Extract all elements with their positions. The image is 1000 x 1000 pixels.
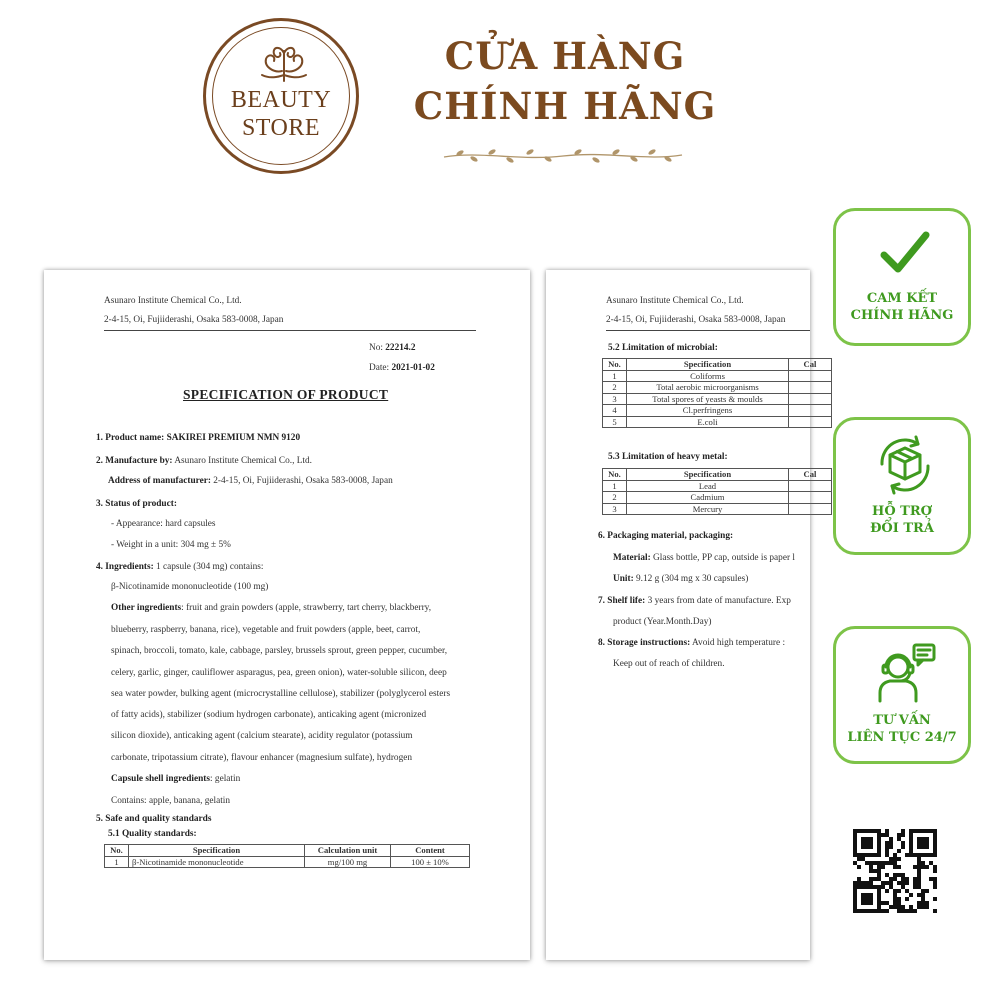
support-agent-icon [872, 641, 938, 705]
table-cell: mg/100 mg [305, 856, 391, 868]
product-name-line: 1. Product name: SAKIREI PREMIUM NMN 9120 [96, 433, 301, 443]
authentic-commitment-badge [833, 208, 971, 346]
badge-line-2: CHÍNH HÃNG [850, 308, 954, 323]
table-header-cell: No. [603, 469, 627, 481]
status-heading: 3. Status of product: [96, 499, 177, 509]
company-name: Asunaro Institute Chemical Co., Ltd. [606, 296, 744, 306]
table-header-row [603, 469, 832, 481]
table-cell: 4 [603, 405, 627, 417]
badge-line-2: ĐỔI TRẢ [870, 521, 934, 536]
microbial-heading: 5.2 Limitation of microbial: [608, 343, 718, 353]
table-header-row [105, 845, 470, 857]
table-header-row [603, 359, 832, 371]
table-cell [789, 503, 832, 515]
table-header-cell: No. [105, 845, 129, 857]
other-ingredients-line-1: Other ingredients: fruit and grain powders (apple, strawberry, tart cherry, blackberry, [111, 603, 432, 613]
badge-line-1: TƯ VẤN [873, 713, 931, 728]
shelf-life-line: 7. Shelf life: 3 years from date of manufacture. Exp [598, 596, 791, 606]
table-row [603, 405, 832, 417]
capsule-shell-line: Capsule shell ingredients: gelatin [111, 774, 241, 784]
table-cell [789, 393, 832, 405]
table-cell [789, 405, 832, 417]
document-date: Date: 2021-01-02 [369, 363, 435, 373]
company-name: Asunaro Institute Chemical Co., Ltd. [104, 296, 242, 306]
flourish-ornament-icon [256, 43, 312, 83]
table-cell: 1 [603, 480, 627, 492]
safety-heading: 5. Safe and quality standards [96, 814, 212, 824]
table-header-cell: Calculation unit [305, 845, 391, 857]
unit-line: Unit: 9.12 g (304 mg x 30 capsules) [613, 574, 749, 584]
beauty-store-logo [203, 18, 359, 174]
table-cell: 2 [603, 492, 627, 504]
table-header-cell: Content [391, 845, 470, 857]
table-cell [789, 416, 832, 428]
manufacturer-line: 2. Manufacture by: Asunaro Institute Chemical Co., Ltd. [96, 456, 312, 466]
packaging-heading: 6. Packaging material, packaging: [598, 531, 734, 541]
header-rule [104, 330, 476, 331]
badge-line-1: CAM KẾT [866, 291, 938, 306]
material-line: Material: Glass bottle, PP cap, outside is paper l [613, 553, 795, 563]
quality-standards-table [104, 844, 470, 868]
box-return-icon [874, 434, 936, 496]
headline-line-1: CỬA HÀNG [444, 34, 686, 78]
quality-standards-heading: 5.1 Quality standards: [108, 829, 197, 839]
checkmark-icon [878, 229, 932, 277]
table-cell [789, 480, 832, 492]
table-cell: Cadmium [627, 492, 789, 504]
ingredients-heading: 4. Ingredients: 1 capsule (304 mg) contains: [96, 562, 264, 572]
heavy-metal-table [602, 468, 832, 515]
table-row [603, 370, 832, 382]
vine-divider-icon [440, 145, 686, 167]
return-support-badge [833, 417, 971, 555]
table-header-cell: Cal [789, 359, 832, 371]
table-cell: 1 [603, 370, 627, 382]
table-cell: 1 [105, 856, 129, 868]
specification-sheet-page-1 [44, 270, 530, 960]
badge-line-1: HỖ TRỢ [872, 504, 932, 519]
logo-line-beauty: BEAUTY [230, 87, 332, 113]
storage-line-2: Keep out of reach of children. [613, 659, 725, 669]
contains-line: Contains: apple, banana, gelatin [111, 796, 231, 806]
badge-line-2: LIÊN TỤC 24/7 [847, 730, 957, 745]
table-cell: Total aerobic microorganisms [627, 382, 789, 394]
other-ingredients-line-7: silicon dioxide), anticaking agent (calcium stearate), acidity regulator (potassium [111, 731, 413, 741]
table-row [603, 393, 832, 405]
other-ingredients-line-5: sea water powder, bulking agent (microcrystalline cellulose), stabilizer (polyglycerol esters [111, 689, 451, 699]
specification-sheet-page-2 [546, 270, 817, 960]
table-cell: Coliforms [627, 370, 789, 382]
other-ingredients-line-2: blueberry, raspberry, banana, rice), vegetable and fruit powders (apple, beet, carrot, [111, 625, 421, 635]
headline-line-2: CHÍNH HÃNG [413, 84, 717, 128]
table-cell: E.coli [627, 416, 789, 428]
table-row [603, 492, 832, 504]
header-rule [606, 330, 810, 331]
table-cell: 100 ± 10% [391, 856, 470, 868]
other-ingredients-line-4: celery, garlic, ginger, cauliflower asparagus, pea, green onion), water-soluble silicon, deep [111, 668, 447, 678]
consulting-badge [833, 626, 971, 764]
other-ingredients-line-3: spinach, broccoli, tomato, kale, cabbage, parsley, brussels sprout, green pepper, cucumber, [111, 646, 448, 656]
manufacturer-address-line: Address of manufacturer: 2-4-15, Oi, Fujiiderashi, Osaka 583-0008, Japan [108, 476, 393, 486]
storage-line: 8. Storage instructions: Avoid high temperature : [598, 638, 786, 648]
table-header-cell: Cal [789, 469, 832, 481]
logo-line-store: STORE [241, 115, 321, 141]
appearance-line: - Appearance: hard capsules [111, 519, 216, 529]
company-address: 2-4-15, Oi, Fujiiderashi, Osaka 583-0008, Japan [606, 315, 786, 325]
table-row [603, 382, 832, 394]
shelf-life-line-2: product (Year.Month.Day) [613, 617, 712, 627]
qr-code[interactable] [853, 829, 937, 913]
heavy-metal-heading: 5.3 Limitation of heavy metal: [608, 452, 728, 462]
other-ingredients-line-8: carbonate, tripotassium citrate), flavour enhancer (magnesium sulfate), hydrogen [111, 753, 413, 763]
table-cell: Mercury [627, 503, 789, 515]
nmn-line: β-Nicotinamide mononucleotide (100 mg) [111, 582, 269, 592]
table-header-cell: No. [603, 359, 627, 371]
table-header-cell: Specification [129, 845, 305, 857]
sheet-title: SPECIFICATION OF PRODUCT [183, 387, 389, 402]
microbial-table [602, 358, 832, 428]
table-cell: 2 [603, 382, 627, 394]
table-cell: 3 [603, 503, 627, 515]
table-header-cell: Specification [627, 359, 789, 371]
table-header-cell: Specification [627, 469, 789, 481]
table-cell [789, 382, 832, 394]
other-ingredients-line-6: of fatty acids), stabilizer (sodium hydrogen carbonate), anticaking agent (micronized [111, 710, 427, 720]
table-cell: Total spores of yeasts & moulds [627, 393, 789, 405]
table-row [603, 503, 832, 515]
document-number: No: 22214.2 [369, 343, 416, 353]
table-cell: 3 [603, 393, 627, 405]
company-address: 2-4-15, Oi, Fujiiderashi, Osaka 583-0008, Japan [104, 315, 284, 325]
table-row [603, 416, 832, 428]
table-cell: Cl.perfringens [627, 405, 789, 417]
weight-line: - Weight in a unit: 304 mg ± 5% [111, 540, 231, 550]
table-cell: 5 [603, 416, 627, 428]
table-cell: β-Nicotinamide mononucleotide [129, 856, 305, 868]
table-cell [789, 492, 832, 504]
table-cell [789, 370, 832, 382]
table-row [105, 856, 470, 868]
table-cell: Lead [627, 480, 789, 492]
table-row [603, 480, 832, 492]
